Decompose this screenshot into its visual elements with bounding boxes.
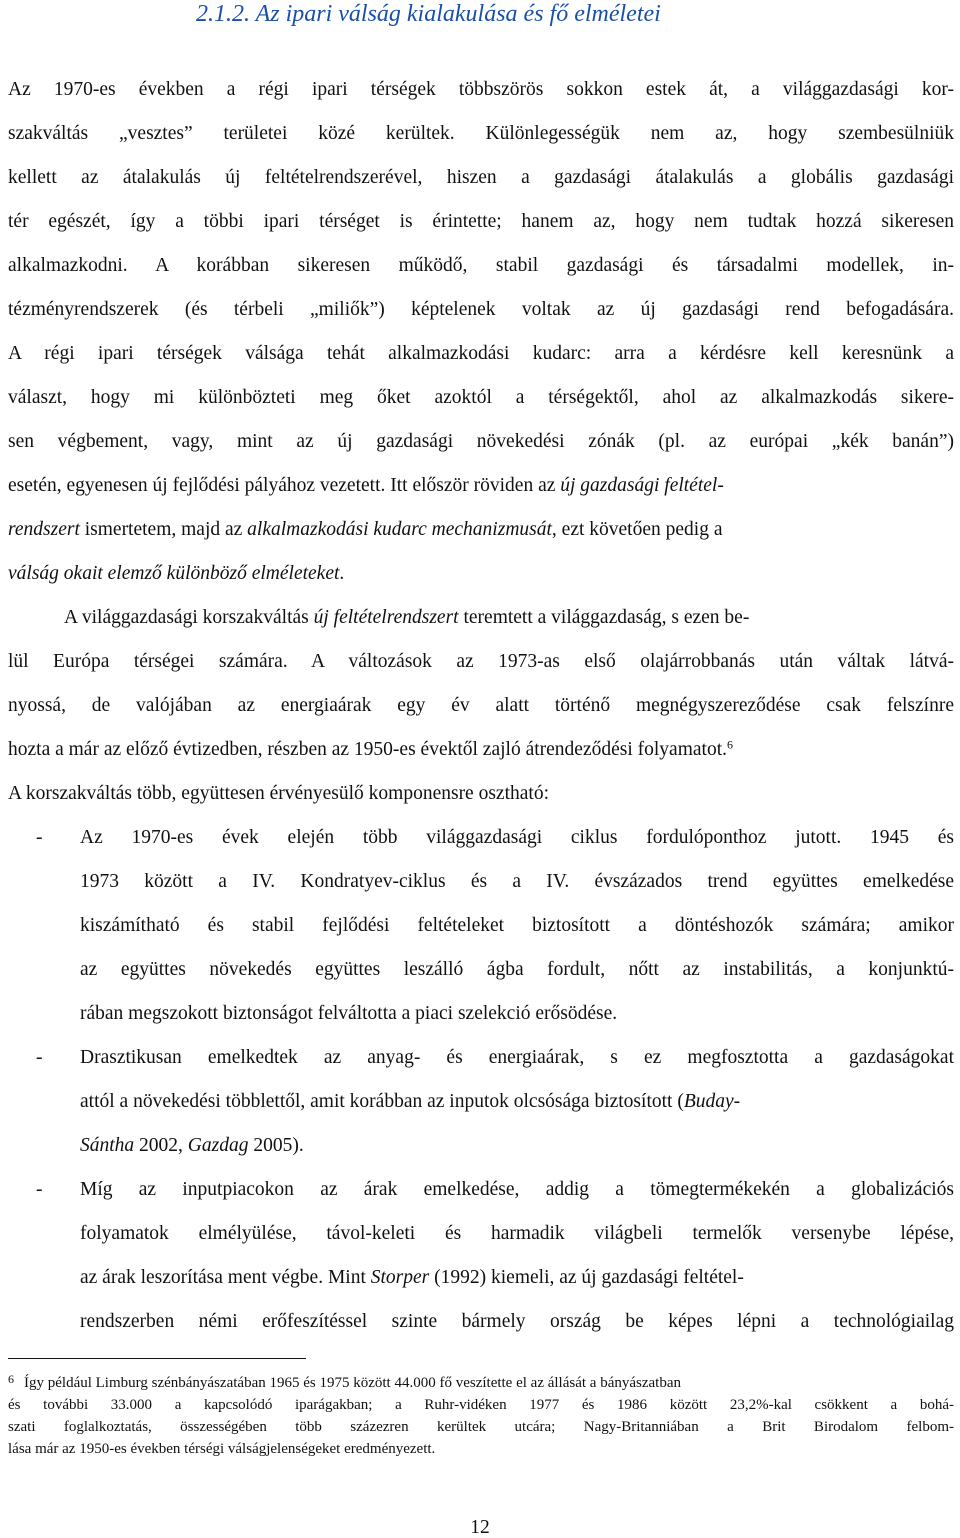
paragraph-line: lül Európa térségei számára. A változások az 1973-as első olajárrobbanás után váltak látvá- <box>8 651 954 672</box>
bullet-dash: - <box>36 1179 43 1200</box>
bullet-line: Az 1970-es évek elején több világgazdasági ciklus fordulóponthoz jutott. 1945 és <box>80 827 954 848</box>
bullet-line <box>80 1092 740 1112</box>
bullet-line: folyamatok elmélyülése, távol-keleti és harmadik világbeli termelők versenybe lépése, <box>80 1223 954 1244</box>
paragraph-line <box>8 520 722 540</box>
paragraph-line: szakváltás „vesztes” területei közé kerültek. Különlegességük nem az, hogy szembesülniük <box>8 123 954 144</box>
paragraph-line: A régi ipari térségek válsága tehát alkalmazkodási kudarc: arra a kérdésre kell keresnünk a <box>8 343 954 364</box>
paragraph-line <box>64 608 749 628</box>
paragraph-line: kellett az átalakulás új feltételrendszerével, hiszen a gazdasági átalakulás a globális gazdasági <box>8 167 954 188</box>
text-run: 2005). <box>248 1135 304 1156</box>
italic-term: alkalmazkodási kudarc mechanizmusát <box>247 519 552 540</box>
italic-term: válság okait elemző különböző elméleteket <box>8 563 340 584</box>
bullet-line <box>80 1136 304 1156</box>
text-run: hozta a már az előző évtizedben, részben az 1950-es évektől zajló átrendeződési folyamatot. <box>8 739 727 760</box>
text-run: teremtett a világgazdaság, s ezen be- <box>458 607 750 628</box>
footnote-line: és további 33.000 a kapcsolódó iparágakban; a Ruhr-vidéken 1977 és 1986 között 23,2%-kal csökkent a bohá- <box>8 1397 954 1413</box>
footnote-line: lása már az 1950-es években térségi válságjelenségeket eredményezett. <box>8 1441 436 1457</box>
paragraph-line: választ, hogy mi különbözteti meg őket azoktól a térségektől, ahol az alkalmazkodás sikere- <box>8 387 954 408</box>
paragraph-line: nyossá, de valójában az energiaárak egy év alatt történő megnégyszereződése csak felszínre <box>8 695 954 716</box>
bullet-dash: - <box>36 1047 43 1068</box>
author-name: Storper <box>370 1267 430 1288</box>
section-heading: 2.1.2. Az ipari válság kialakulása és fő elméletei <box>196 1 661 27</box>
text-run: 2002, <box>134 1135 188 1156</box>
page-number: 12 <box>470 1517 490 1538</box>
footnote-line: Így például Limburg szénbányászatában 1965 és 1975 között 44.000 fő veszítette el az állását a bányászatban <box>24 1375 681 1391</box>
paragraph-line <box>8 476 724 496</box>
paragraph-line <box>8 564 344 584</box>
bullet-line: rában megszokott biztonságot felváltotta a piaci szelekció erősödése. <box>80 1003 618 1024</box>
italic-term: új gazdasági feltétel- <box>560 475 724 496</box>
bullet-line: Míg az inputpiacokon az árak emelkedése, addig a tömegtermékekén a globalizációs <box>80 1179 954 1200</box>
paragraph-line: sen végbement, vagy, mint az új gazdasági növekedési zónák (pl. az európai „kék banán”) <box>8 431 954 452</box>
italic-term: új feltételrendszert <box>313 607 459 628</box>
footnote-separator <box>8 1358 306 1359</box>
paragraph-line <box>8 737 733 760</box>
paragraph-line: A korszakváltás több, együttesen érvényesülő komponensre osztható: <box>8 783 549 804</box>
text-run: . <box>339 563 345 584</box>
bullet-line <box>80 1268 744 1288</box>
text-run: A világgazdasági korszakváltás <box>64 607 314 628</box>
paragraph-line: Az 1970-es években a régi ipari térségek többszörös sokkon estek át, a világgazdasági kor- <box>8 79 954 100</box>
text-run: (1992) kiemeli, az új gazdasági feltétel- <box>429 1267 744 1288</box>
footnote-line: szati foglalkoztatás, összességében több százezren kerültek utcára; Nagy-Britanniában a Brit Birodalom felbom- <box>8 1419 954 1435</box>
bullet-line: 1973 között a IV. Kondratyev-ciklus és a IV. évszázados trend együttes emelkedése <box>80 871 954 892</box>
bullet-line: kiszámítható és stabil fejlődési feltételeket biztosított a döntéshozók számára; amikor <box>80 915 954 936</box>
bullet-line: az együttes növekedés együttes leszálló ágba fordult, nőtt az instabilitás, a konjunktú- <box>80 959 954 980</box>
text-run: , ezt követően pedig a <box>551 519 723 540</box>
bullet-line: rendszerben némi erőfeszítéssel szinte bármely ország be képes lépni a technológiailag <box>80 1311 954 1332</box>
bullet-dash: - <box>36 827 43 848</box>
footnote-mark: 6 <box>8 1372 14 1386</box>
paragraph-line: alkalmazkodni. A korábban sikeresen működő, stabil gazdasági és társadalmi modellek, in- <box>8 255 954 276</box>
author-name: Gazdag <box>187 1135 249 1156</box>
author-name: Buday- <box>683 1091 741 1112</box>
footnote-reference: 6 <box>727 737 733 752</box>
author-name: Sántha <box>80 1135 135 1156</box>
text-run: attól a növekedési többlettől, amit korábban az inputok olcsósága biztosított ( <box>80 1091 684 1112</box>
text-run: ismertetem, majd az <box>79 519 248 540</box>
italic-term: rendszert <box>8 519 80 540</box>
text-run: az árak leszorítása ment végbe. Mint <box>80 1267 371 1288</box>
paragraph-line: tér egészét, így a többi ipari térséget is érintette; hanem az, hogy nem tudtak hozzá sikeresen <box>8 211 954 232</box>
paragraph-line: tézményrendszerek (és térbeli „miliők”) képtelenek voltak az új gazdasági rend befogadására. <box>8 299 954 320</box>
bullet-line: Drasztikusan emelkedtek az anyag- és energiaárak, s ez megfosztotta a gazdaságokat <box>80 1047 954 1068</box>
text-run: esetén, egyenesen új fejlődési pályához vezetett. Itt először röviden az <box>8 475 561 496</box>
